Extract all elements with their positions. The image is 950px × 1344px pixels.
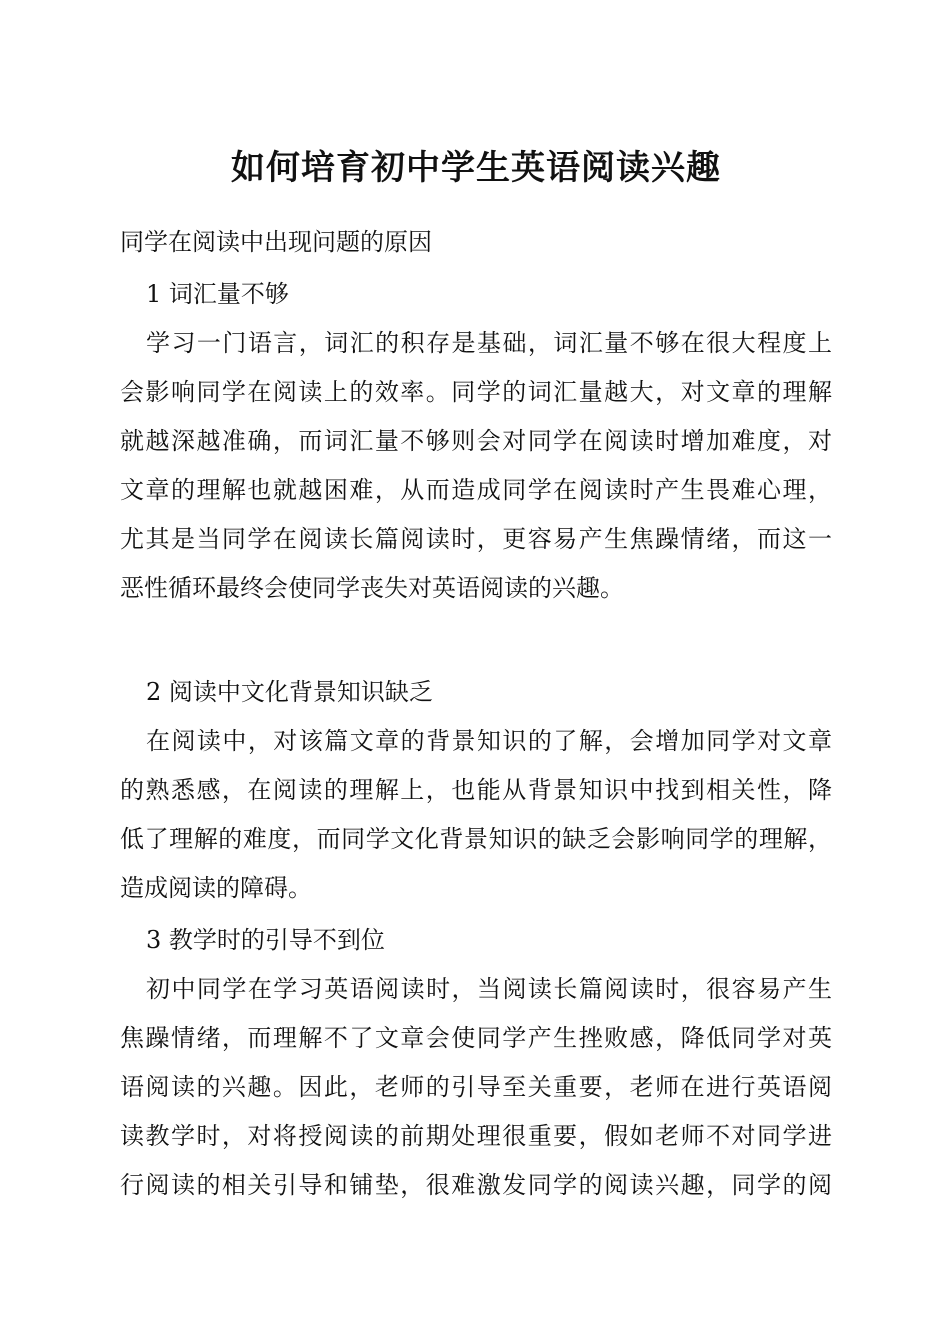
- item1-line-2: 会影响同学在阅读上的效率。同学的词汇量越大，对文章的理解: [120, 378, 832, 406]
- item3-heading: 3 教学时的引导不到位: [146, 926, 385, 954]
- item2-line-4: 造成阅读的障碍。: [120, 874, 312, 902]
- item1-heading: 1 词汇量不够: [146, 280, 289, 308]
- item1-line-1: 学习一门语言，词汇的积存是基础，词汇量不够在很大程度上: [146, 329, 832, 357]
- item3-line-5: 行阅读的相关引导和铺垫，很难激发同学的阅读兴趣，同学的阅: [120, 1171, 832, 1199]
- item2-line-2: 的熟悉感，在阅读的理解上，也能从背景知识中找到相关性，降: [120, 776, 832, 804]
- section-heading: 同学在阅读中出现问题的原因: [120, 228, 432, 256]
- item1-line-6: 恶性循环最终会使同学丧失对英语阅读的兴趣。: [120, 574, 624, 602]
- item3-line-2: 焦躁情绪，而理解不了文章会使同学产生挫败感，降低同学对英: [120, 1024, 832, 1052]
- item2-line-1: 在阅读中，对该篇文章的背景知识的了解，会增加同学对文章: [146, 727, 832, 755]
- item2-heading: 2 阅读中文化背景知识缺乏: [146, 678, 433, 706]
- item1-line-5: 尤其是当同学在阅读长篇阅读时，更容易产生焦躁情绪，而这一: [120, 525, 832, 553]
- document-title: 如何培育初中学生英语阅读兴趣: [231, 148, 721, 188]
- item1-line-3: 就越深越准确，而词汇量不够则会对同学在阅读时增加难度，对: [120, 427, 832, 455]
- item1-line-4: 文章的理解也就越困难，从而造成同学在阅读时产生畏难心理，: [120, 476, 832, 504]
- item2-line-3: 低了理解的难度，而同学文化背景知识的缺乏会影响同学的理解，: [120, 825, 832, 853]
- item3-line-4: 读教学时，对将授阅读的前期处理很重要，假如老师不对同学进: [120, 1122, 832, 1150]
- document-page: [120, 0, 832, 1344]
- item3-line-3: 语阅读的兴趣。因此，老师的引导至关重要，老师在进行英语阅: [120, 1073, 832, 1101]
- item3-line-1: 初中同学在学习英语阅读时，当阅读长篇阅读时，很容易产生: [146, 975, 832, 1003]
